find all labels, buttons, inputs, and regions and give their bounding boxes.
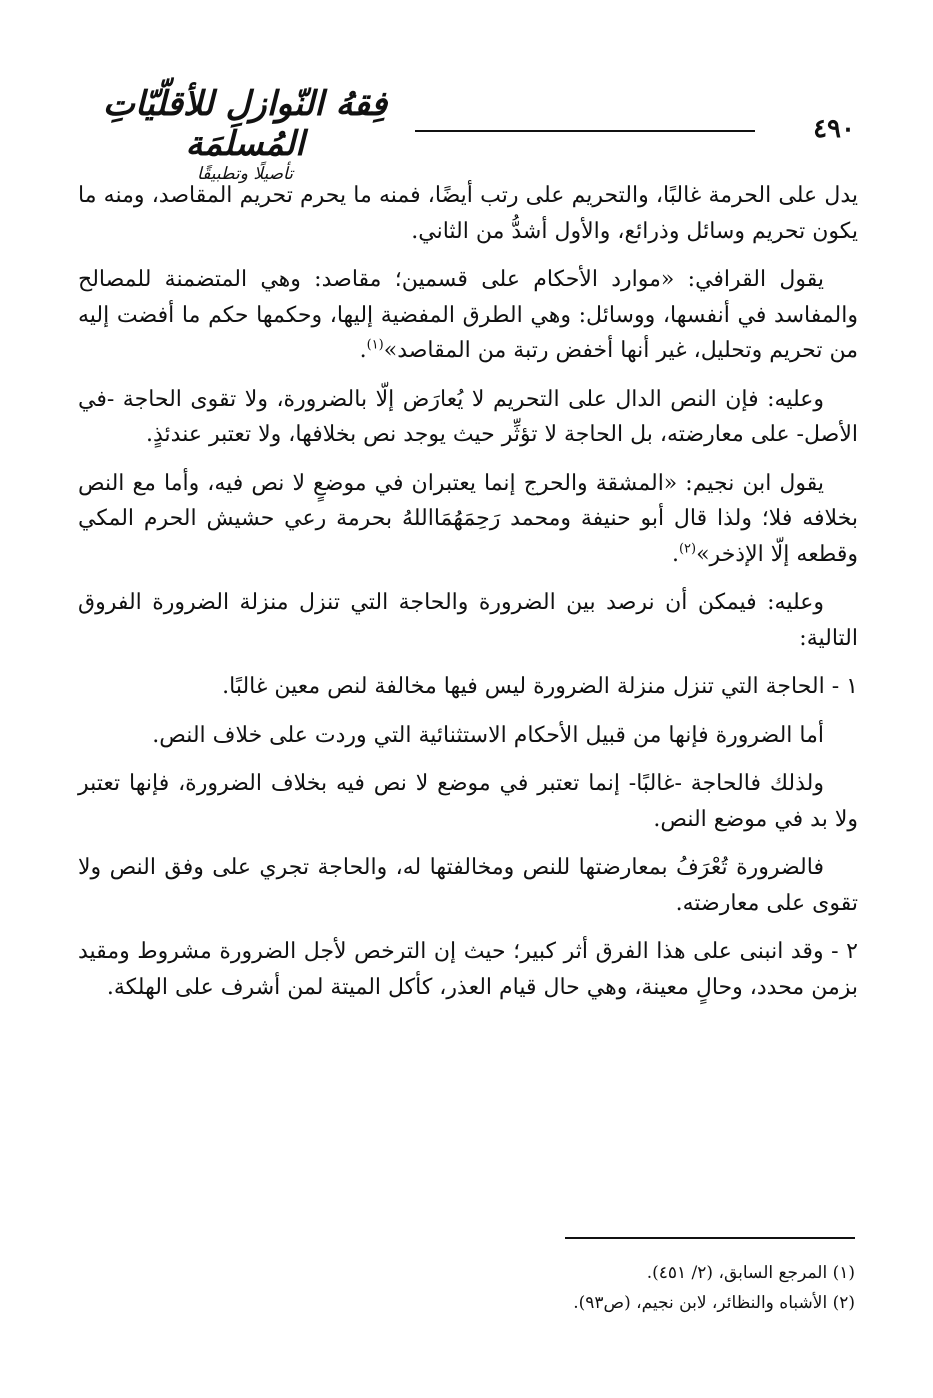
paragraph-8: ولذلك فالحاجة -غالبًا- إنما تعتبر في موضع لا نص فيه بخلاف الضرورة، فإنها تعتبر ولا بد في موضع النص. xyxy=(78,771,858,832)
paragraph-3: وعليه: فإن النص الدال على التحريم لا يُعارَض إلّا بالضرورة، ولا تقوى الحاجة -في الأصل- على معارضته، بل الحاجة لا تؤثِّر حيث يوجد نص بخلافها، ولا تعتبر عندئذٍ. xyxy=(78,386,858,447)
book-title-block xyxy=(85,84,405,184)
footnote-2: (٢) الأشباه والنظائر، لابن نجيم، (ص٩٣). xyxy=(573,1293,855,1313)
header-rule xyxy=(415,130,755,132)
main-text xyxy=(78,178,858,1018)
quote-qarafi: يقول القرافي: «موارد الأحكام على قسمين؛ مقاصد: وهي المتضمنة للمصالح والمفاسد في أنفسها، ووسائل: وهي الطرق المفضية إليها، وحكمها حكم ما أفضت إليه من تحريم وتحليل، غير أنها أخفض رتبة من المقاصد» xyxy=(78,267,858,363)
quote-ibn-nujaym: يقول ابن نجيم: «المشقة والحرج إنما يعتبران في موضعٍ لا نص فيه، وأما مع النص بخلافه فلا؛ ولذا قال أبو حنيفة ومحمد رَحِمَهُمَااللهُ بحرمة رعي حشيش الحرم المكي وقطعه إلّا الإذخر» xyxy=(78,470,858,567)
list-item-1: ١ - الحاجة التي تنزل منزلة الضرورة ليس فيها مخالفة لنص معين غالبًا. xyxy=(222,674,858,699)
footnote-1: (١) المرجع السابق، (٢/ ٤٥١). xyxy=(646,1263,855,1283)
paragraph-4-end: . xyxy=(671,541,679,567)
footnote-ref-1: (١) xyxy=(366,337,384,353)
running-header xyxy=(85,78,855,184)
paragraph-4 xyxy=(78,466,858,573)
paragraph-9: فالضرورة تُعْرَفُ بمعارضتها للنص ومخالفتها له، والحاجة تجري على وفق النص ولا تقوى على معارضته. xyxy=(78,855,858,916)
paragraph-1: يدل على الحرمة غالبًا، والتحريم على رتب أيضًا، فمنه ما يحرم تحريم المقاصد، ومنه ما يكون تحريم وسائل وذرائع، والأول أشدُّ من الثاني. xyxy=(78,183,858,244)
paragraph-2 xyxy=(78,262,858,369)
footnotes xyxy=(335,1258,855,1318)
footnote-ref-2: (٢) xyxy=(678,541,697,557)
paragraph-7: أما الضرورة فإنها من قبيل الأحكام الاستثنائية التي وردت على خلاف النص. xyxy=(152,722,824,748)
book-title: فِقهُ النّوازلِ للأقلّيّاتِ المُسلمَة xyxy=(102,84,388,164)
list-item-2: ٢ - وقد انبنى على هذا الفرق أثر كبير؛ حيث إن الترخص لأجل الضرورة مشروط ومقيد بزمن محدد، وحالٍ معينة، وهي حال قيام العذر، كأكل الميتة لمن أشرف على الهلكة. xyxy=(78,939,858,1000)
book-subtitle: تأصيلًا وتطبيقًا xyxy=(197,164,293,184)
paragraph-5: وعليه: فيمكن أن نرصد بين الضرورة والحاجة التي تنزل منزلة الضرورة الفروق التالية: xyxy=(78,590,858,651)
footnote-separator xyxy=(565,1237,855,1239)
page-number: ٤٩٠ xyxy=(813,114,855,144)
paragraph-2-end: . xyxy=(359,338,367,363)
